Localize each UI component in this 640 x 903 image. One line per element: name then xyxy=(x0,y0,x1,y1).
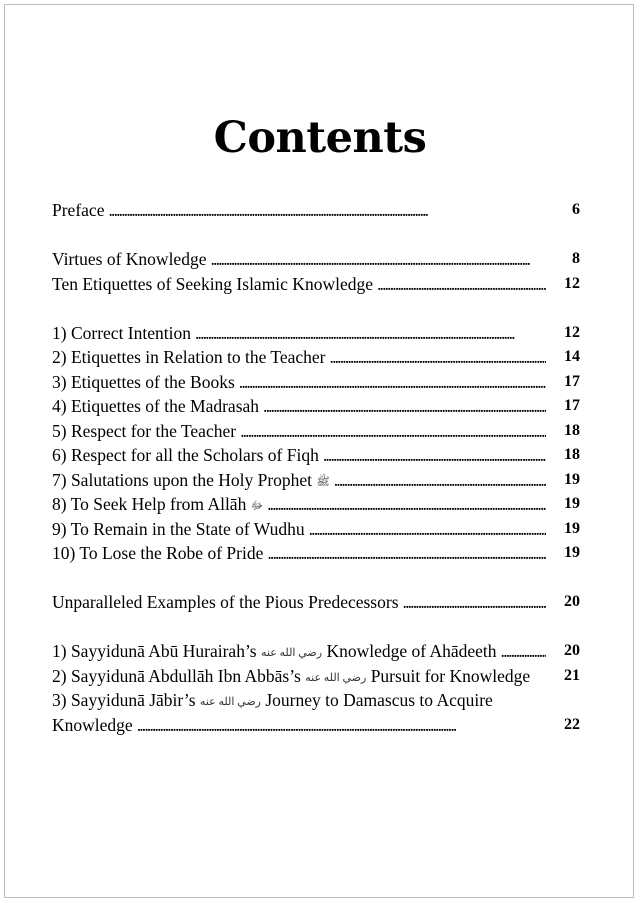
honorific-glyph: ﷺ xyxy=(316,475,330,488)
dot-leader xyxy=(239,370,546,395)
toc-entry-label xyxy=(52,443,319,468)
toc-entry-title-continued: Pursuit for Knowledge xyxy=(370,665,531,686)
page-number: 22 xyxy=(564,715,580,733)
toc-entry-title: 8) To Seek Help from Allāh xyxy=(52,494,247,514)
toc-entry-title-continued: Knowledge of Ahādeeth xyxy=(326,641,497,661)
dot-leader xyxy=(403,590,546,615)
toc-entry[interactable] xyxy=(52,688,580,713)
dot-leader xyxy=(330,345,546,370)
honorific-glyph: رضي الله عنه xyxy=(199,696,261,708)
dot-leader xyxy=(309,517,546,542)
toc-entry-label xyxy=(52,713,133,738)
toc-entry-label xyxy=(52,639,497,664)
toc-entry[interactable] xyxy=(52,713,580,738)
toc-entry-title: 2) Etiquettes in Relation to the Teacher xyxy=(52,347,326,367)
page-number: 14 xyxy=(564,348,580,365)
toc-entry-title: 1) Sayyidunā Abū Hurairah’s xyxy=(52,641,257,661)
toc-entry[interactable] xyxy=(52,517,580,542)
toc-entry[interactable] xyxy=(52,321,580,346)
toc-entry-label xyxy=(52,321,191,346)
toc-entry-label xyxy=(52,517,305,542)
toc-entry[interactable] xyxy=(52,247,580,272)
toc-entry-title: 9) To Remain in the State of Wudhu xyxy=(52,518,305,539)
group-spacer xyxy=(52,296,580,321)
group-spacer xyxy=(52,566,580,591)
dot-leader xyxy=(137,713,546,738)
honorific-glyph: ﷻ xyxy=(250,500,264,512)
toc-entry-label xyxy=(52,664,530,689)
toc-entry[interactable] xyxy=(52,345,580,370)
page-number: 19 xyxy=(564,495,580,512)
toc-entry[interactable] xyxy=(52,198,580,223)
dot-leader xyxy=(263,394,546,419)
toc-entry[interactable] xyxy=(52,468,580,493)
toc-entry-title: Preface xyxy=(52,200,105,220)
toc-entry-title: 6) Respect for all the Scholars of Fiqh xyxy=(52,445,319,465)
page-number: 20 xyxy=(564,593,580,610)
toc-entry[interactable] xyxy=(52,443,580,468)
toc-entry[interactable] xyxy=(52,419,580,444)
page-title: Contents xyxy=(213,113,427,163)
page-number: 19 xyxy=(564,470,580,488)
dot-leader xyxy=(267,541,546,566)
toc-entry-label xyxy=(52,247,206,272)
page-number: 12 xyxy=(564,323,580,341)
toc-entry[interactable] xyxy=(52,664,580,689)
honorific-glyph: رضي الله عنه xyxy=(261,647,323,659)
toc-entry-title: 3) Sayyidunā Jābir’s xyxy=(52,690,196,710)
page-number: 18 xyxy=(564,446,580,463)
honorific-glyph: رضي الله عنه xyxy=(305,671,367,684)
toc-entry-label xyxy=(52,468,330,493)
dot-leader xyxy=(334,468,546,493)
toc-entry[interactable] xyxy=(52,541,580,566)
toc-entry-label xyxy=(52,345,326,370)
dot-leader xyxy=(108,198,546,223)
page-number: 19 xyxy=(564,544,580,561)
toc-entry-title: 4) Etiquettes of the Madrasah xyxy=(52,396,260,416)
page-number: 6 xyxy=(572,201,580,218)
toc-entry-title: 2) Sayyidunā Abdullāh Ibn Abbās’s xyxy=(52,665,301,686)
toc-entry-title: 7) Salutations upon the Holy Prophet xyxy=(52,469,313,490)
page-number: 18 xyxy=(564,421,580,439)
toc-entry-label xyxy=(52,394,259,419)
dot-leader xyxy=(267,492,546,517)
dot-leader xyxy=(240,419,546,444)
toc-entry-title: Virtues of Knowledge xyxy=(52,249,207,269)
toc-entry-title: 10) To Lose the Robe of Pride xyxy=(52,543,264,563)
toc-entry[interactable] xyxy=(52,272,580,297)
page-number: 17 xyxy=(564,397,580,414)
table-of-contents xyxy=(52,198,580,737)
toc-entry-title: 3) Etiquettes of the Books xyxy=(52,371,235,392)
dot-leader xyxy=(501,639,546,664)
page-number: 20 xyxy=(564,642,580,659)
page-number: 21 xyxy=(564,666,580,684)
toc-entry-label xyxy=(52,272,373,297)
toc-entry-label xyxy=(52,198,104,223)
page-number: 19 xyxy=(564,519,580,537)
page-number: 12 xyxy=(564,274,580,292)
toc-entry[interactable] xyxy=(52,590,580,615)
toc-entry-title: Knowledge xyxy=(52,714,133,735)
dot-leader xyxy=(210,247,546,272)
toc-entry-label xyxy=(52,688,493,713)
toc-entry-label xyxy=(52,419,236,444)
dot-leader xyxy=(377,272,546,297)
toc-entry-title: Unparalleled Examples of the Pious Predecessors xyxy=(52,592,399,612)
toc-entry[interactable] xyxy=(52,394,580,419)
group-spacer xyxy=(52,223,580,248)
toc-entry-title-continued: Journey to Damascus to Acquire xyxy=(265,690,493,710)
toc-entry-label xyxy=(52,370,235,395)
toc-entry[interactable] xyxy=(52,639,580,664)
toc-entry-title: 1) Correct Intention xyxy=(52,322,191,343)
toc-entry-title: Ten Etiquettes of Seeking Islamic Knowledge xyxy=(52,273,373,294)
toc-entry[interactable] xyxy=(52,492,580,517)
toc-entry-label xyxy=(52,590,399,615)
toc-entry[interactable] xyxy=(52,370,580,395)
page-number: 17 xyxy=(564,372,580,390)
toc-entry-label xyxy=(52,492,263,517)
page-number xyxy=(550,688,580,713)
page-number: 8 xyxy=(572,250,580,267)
group-spacer xyxy=(52,615,580,640)
dot-leader xyxy=(323,443,546,468)
toc-entry-title: 5) Respect for the Teacher xyxy=(52,420,237,441)
dot-leader xyxy=(195,321,546,346)
toc-entry-label xyxy=(52,541,263,566)
